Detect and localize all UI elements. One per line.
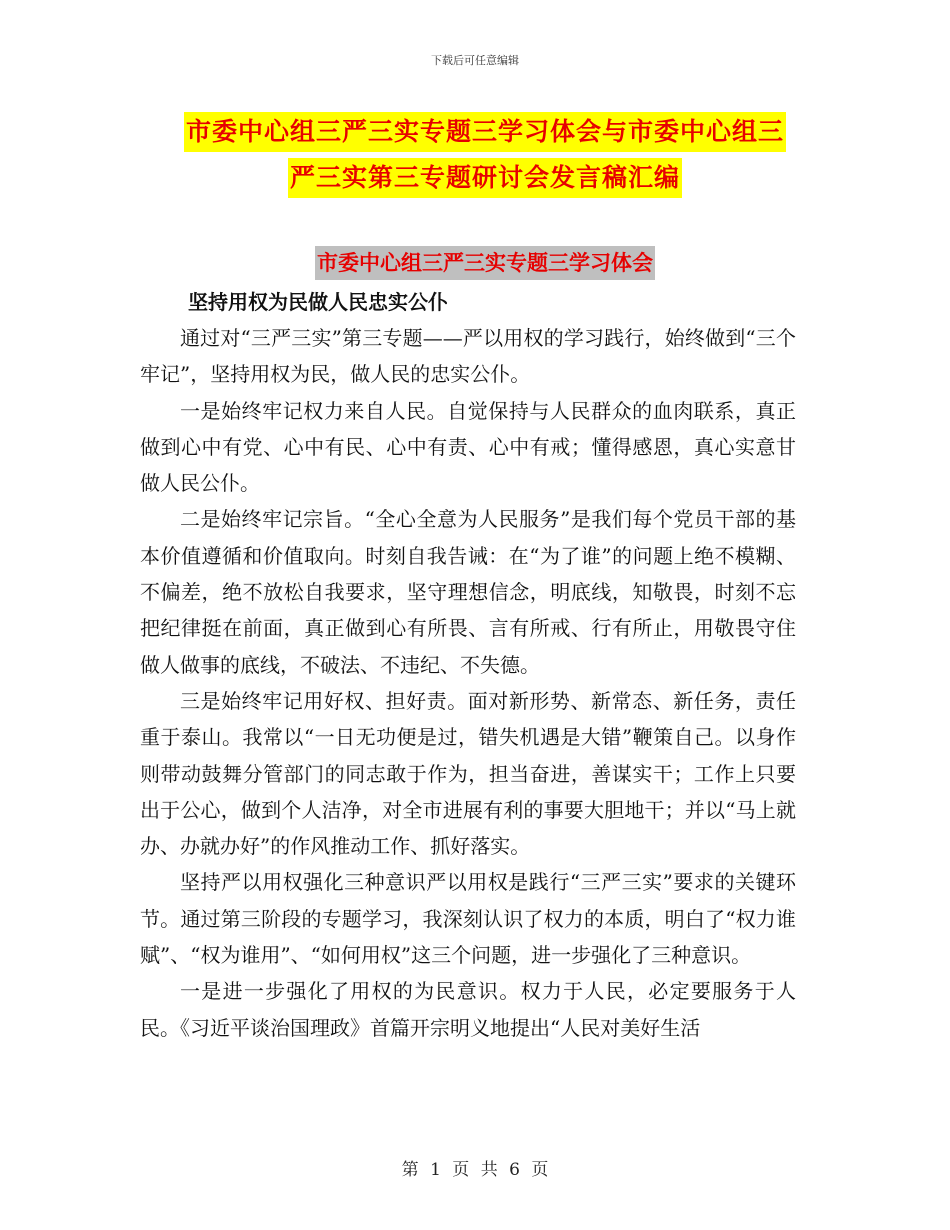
title-line-1: 市委中心组三严三实专题三学习体会与市委中心组三: [184, 112, 786, 152]
paragraph: 二是始终牢记宗旨。“全心全意为人民服务”是我们每个党员干部的基本价值遵循和价值取向。时刻自我告诫：在“为了谁”的问题上绝不模糊、不偏差，绝不放松自我要求，坚守理想信念，明底线，知敬畏，时刻不忘把纪律挺在前面，真正做到心有所畏、言有所戒、行有所止，用敬畏守住做人做事的底线，不破法、不违纪、不失德。: [140, 507, 796, 677]
paragraph: 一是进一步强化了用权的为民意识。权力于人民，必定要服务于人民。《习近平谈治国理政》首篇开宗明义地提出“人民对美好生活: [140, 979, 796, 1040]
title-line-2: 严三实第三专题研讨会发言稿汇编: [288, 158, 682, 198]
section-title-wrap: [140, 246, 830, 280]
page-footer: 第 1 页 共 6 页: [401, 1160, 549, 1180]
document-body: [140, 320, 796, 1046]
paragraph: 通过对“三严三实”第三专题——严以用权的学习践行，始终做到“三个牢记”，坚持用权为民，做人民的忠实公仆。: [140, 326, 796, 387]
sub-heading: 坚持用权为民做人民忠实公仆: [188, 290, 448, 314]
paragraph: 一是始终牢记权力来自人民。自觉保持与人民群众的血肉联系，真正做到心中有党、心中有民、心中有责、心中有戒；懂得感恩，真心实意甘做人民公仆。: [140, 398, 796, 496]
document-title: [140, 112, 830, 204]
page-header: 下载后可任意编辑: [431, 54, 519, 67]
section-title: 市委中心组三严三实专题三学习体会: [315, 246, 655, 280]
paragraph: 三是始终牢记用好权、担好责。面对新形势、新常态、新任务，责任重于泰山。我常以“一日无功便是过，错失机遇是大错”鞭策自己。以身作则带动鼓舞分管部门的同志敢于作为，担当奋进，善谋实干；工作上只要出于公心，做到个人洁净，对全市进展有利的事要大胆地干；并以“马上就办、办就办好”的作风推动工作、抓好落实。: [140, 688, 796, 859]
paragraph: 坚持严以用权强化三种意识严以用权是践行“三严三实”要求的关键环节。通过第三阶段的专题学习，我深刻认识了权力的本质，明白了“权力谁赋”、“权为谁用”、“如何用权”这三个问题，进一步强化了三种意识。: [140, 870, 796, 968]
